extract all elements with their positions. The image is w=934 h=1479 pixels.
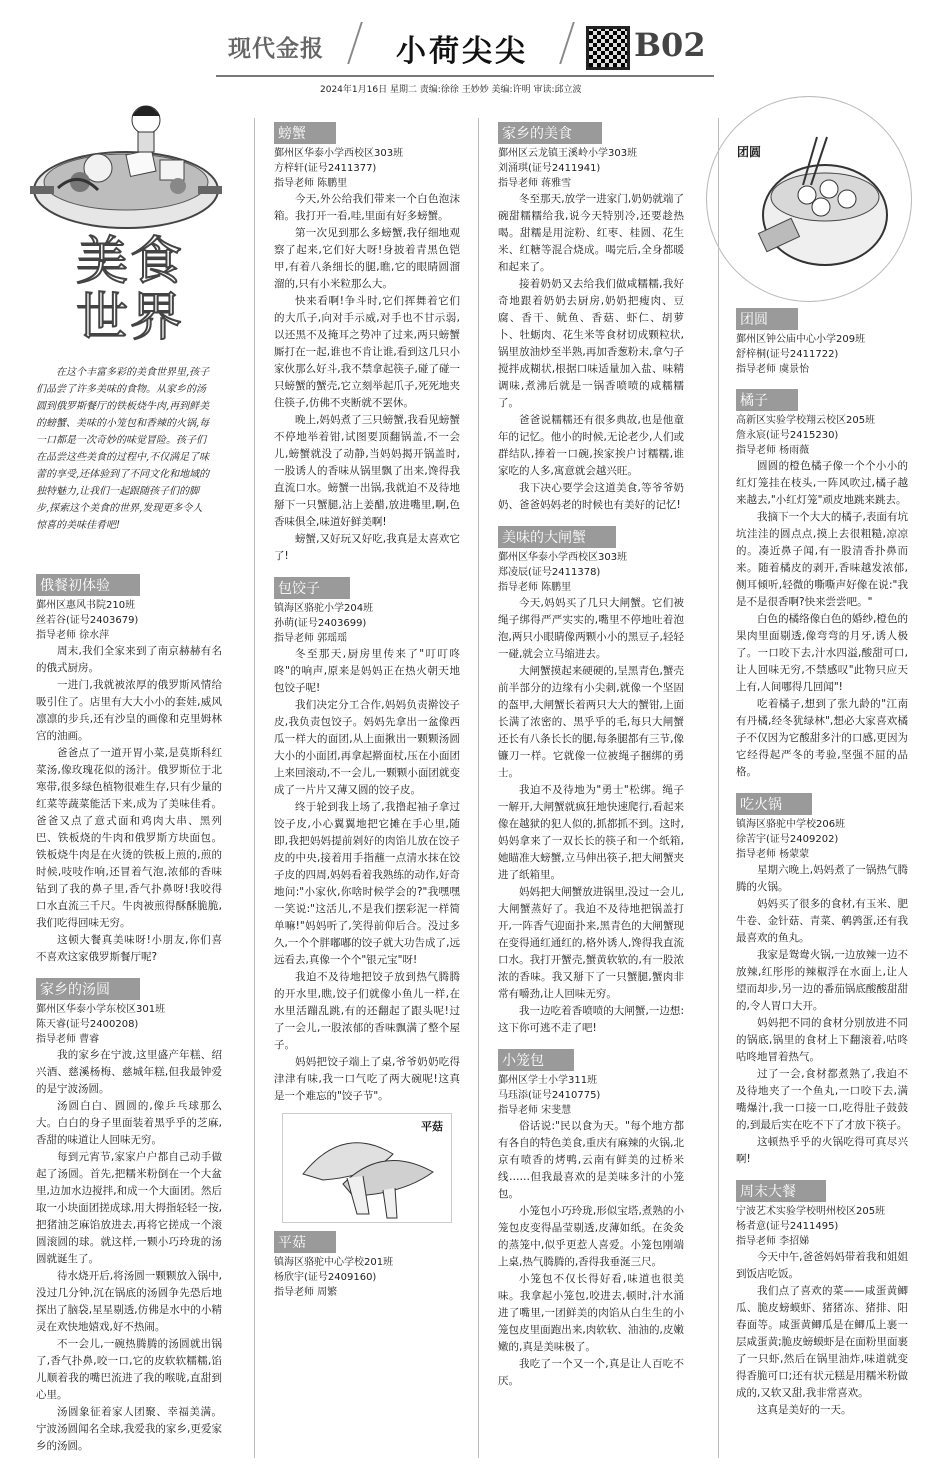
bowl-drawing xyxy=(707,97,913,303)
article-title: 吃火锅 xyxy=(736,793,812,815)
paragraph: 今天,外公给我们带来一个白色泡沫箱。我打开一看,哇,里面有好多螃蟹。 xyxy=(274,193,460,222)
paragraph: 我的家乡在宁波,这里盛产年糕、绍兴酒、慈溪杨梅、慈城年糕,但我最钟爱的是宁波汤圆。 xyxy=(36,1049,222,1095)
article-russian xyxy=(36,570,222,966)
article-title: 家乡的美食 xyxy=(498,122,602,144)
paragraph: 待水烧开后,将汤圆一颗颗放入锅中,没过几分钟,沉在锅底的汤圆争先恐后地探出了脑袋,星星剔透,仿佛是水中的小精灵在欢快地嬉戏,好不热闹。 xyxy=(36,1270,222,1333)
school: 鄞州区学士小学311班 xyxy=(498,1075,598,1086)
student: 郑凌辰(证号2411378) xyxy=(498,567,601,578)
paragraph: 俗话说:"民以食为天。"每个地方都有各自的特色美食,重庆有麻辣的火锅,北京有喷香的烤鸭,云南有鲜美的过桥米线……但我最喜欢的是美味多汁的小笼包。 xyxy=(498,1120,684,1200)
editor-byline: 2024年1月16日 星期二 责编:徐徐 王妙妙 美编:许明 审读:邱立波 xyxy=(320,85,582,95)
student: 方梓轩(证号2411377) xyxy=(274,163,377,174)
school: 宁波艺术实验学校明州校区205班 xyxy=(736,1206,886,1217)
student: 丝若谷(证号2403679) xyxy=(36,615,139,626)
article-title: 团圆 xyxy=(736,308,798,330)
student: 刘涌琪(证号2411941) xyxy=(498,163,601,174)
article-reunion xyxy=(736,304,908,377)
paragraph: 一进门,我就被浓厚的俄罗斯风情给吸引住了。店里有大大小小的套娃,威风凛凛的步兵,还有沙皇的画像和克里姆林宫的油画。 xyxy=(36,679,222,742)
hotpot-illustration xyxy=(28,90,224,240)
qr-code-icon xyxy=(586,26,630,70)
paragraph: 爸爸点了一道开胃小菜,是莫斯科红菜汤,像玫瑰花似的汤汁。俄罗斯位于北寒带,很多绿色植物很难生存,只有少量的红菜等蔬菜能活下来,成为了美味佳肴。爸爸又点了意式面和鸡肉大串、黑列巴、铁板烧的牛肉和俄罗斯方块面包。铁板烧牛肉是在火烫的铁板上煎的,煎的时候,吱吱作响,还冒着气泡,浓郁的香味钻到了我的鼻子里,香气扑鼻呀!我咬得口水直流三千尺。牛肉被煎得酥酥脆脆,我们吃得回味无穷。 xyxy=(36,747,222,929)
paragraph: 冬至那天,放学一进家门,奶奶就端了碗甜糯糯给我,说今天特别冷,还要趁热喝。甜糯是用淀粉、红枣、桂圆、花生米、红糖等混合烧成。喝完后,全身都暖和起来了。 xyxy=(498,193,684,273)
paragraph: 快来看啊!争斗时,它们挥舞着它们的大爪子,向对手示威,对手也不甘示弱,以还黑不及掩耳之势冲了过来,两只螃蟹厮打在一起,谁也不肯让谁,看到这几只小家伙那么好斗,我不禁拿起筷子,碰了碰一只螃蟹的蟹壳,它立刻举起爪子,死死地夹住筷子,仿佛不夹断就不罢休。 xyxy=(274,295,460,409)
teacher: 指导老师 徐水萍 xyxy=(36,630,110,641)
article-title: 小笼包 xyxy=(498,1049,574,1071)
school: 鄞州区云龙镇王溪岭小学303班 xyxy=(498,148,638,159)
column-3 xyxy=(498,118,684,1398)
masthead-rule xyxy=(216,75,714,77)
paragraph: 妈妈把饺子端上了桌,爷爷奶奶吃得津津有味,我一口气吃了两大碗呢!这真是一个难忘的"饺子节"。 xyxy=(274,1056,460,1102)
article-mushroom xyxy=(274,1227,460,1300)
masthead xyxy=(0,0,934,100)
student: 舒梓桐(证号2411722) xyxy=(736,349,839,360)
section-title: 小荷尖尖 xyxy=(396,34,528,69)
paragraph: 晚上,妈妈煮了三只螃蟹,我看见螃蟹不停地举着钳,试图要顶翻锅盖,不一会儿,螃蟹就没了动静,当妈妈揭开锅盖时,一股诱人的香味从锅里飘了出来,馋得我直流口水。螃蟹一出锅,我就迫不及待地掰下一只蟹腿,沾上姜醋,放进嘴里,啊,色香味俱全,味道好鲜美啊! xyxy=(274,414,460,528)
article-xiaolongbao xyxy=(498,1045,684,1390)
school: 镇海区骆驼中学校206班 xyxy=(736,819,846,830)
student: 杨者意(证号2411495) xyxy=(736,1221,839,1232)
student: 孙萌(证号2403699) xyxy=(274,618,367,629)
reunion-illustration xyxy=(706,96,912,302)
feature-title xyxy=(76,234,184,346)
article-weekend xyxy=(736,1176,908,1419)
paragraph: 周末,我们全家来到了南京赫赫有名的俄式厨房。 xyxy=(36,645,222,674)
article-title: 俄餐初体验 xyxy=(36,574,140,596)
mushroom-illustration xyxy=(282,1113,452,1223)
article-title: 家乡的汤圆 xyxy=(36,978,140,1000)
article-dumplings xyxy=(274,573,460,1105)
paragraph: 这真是美好的一天。 xyxy=(757,1404,852,1416)
article-tangyuan xyxy=(36,974,222,1455)
article-crayfish xyxy=(498,522,684,1037)
paragraph: 我们点了喜欢的菜——咸蛋黄鲫瓜、脆皮螃蟆虾、猪猪冻、猪排、阳春面等。咸蛋黄鲫瓜是在鲫瓜上裹一层咸蛋黄;脆皮螃蟆虾是在面粉里面裹了一只虾,然后在锅里油炸,味道就变得香脆可口;还有状元糕是用糯米粉做成的,又软又甜,我非常喜欢。 xyxy=(736,1285,908,1399)
paragraph: 今天中午,爸爸妈妈带着我和姐姐到饭店吃饭。 xyxy=(736,1251,908,1280)
teacher: 指导老师 蒋雅雪 xyxy=(498,178,572,189)
column-2 xyxy=(274,118,460,1308)
paragraph: 汤圆白白、圆圆的,像乒乓球那么大。白白的身子里面装着黑乎乎的芝麻,香甜的味道让人回味无穷。 xyxy=(36,1100,222,1146)
paragraph: 螃蟹,又好玩又好吃,我真是太喜欢它了! xyxy=(274,533,460,562)
school: 鄞州区华泰小学西校区303班 xyxy=(498,552,628,563)
article-orange xyxy=(736,385,908,781)
masthead-divider xyxy=(559,22,575,64)
article-crab xyxy=(274,118,460,565)
paragraph: 妈妈把大闸蟹放进锅里,没过一会儿,大闸蟹蒸好了。我迫不及待地把锅盖打开,一阵香气迎面扑来,黑青色的大闸蟹现在变得通红通红的,格外诱人,馋得我直流口水。我打开蟹壳,蟹黄软软的,有一股浓浓的香味。我又掰下了一只蟹腿,蟹肉非常有嚼劲,让人回味无穷。 xyxy=(498,886,684,1000)
reunion-illustration-caption: 团圆 xyxy=(737,145,762,159)
student: 徐苦宇(证号2409202) xyxy=(736,834,839,845)
paragraph: 汤圆象征着家人团聚、幸福美满。宁波汤圆闻名全球,我爱我的家乡,更爱家乡的汤圆。 xyxy=(36,1406,222,1452)
teacher: 指导老师 周繁 xyxy=(274,1287,338,1298)
school: 鄞州区钟公庙中心小学209班 xyxy=(736,334,866,345)
article-title: 周末大餐 xyxy=(736,1180,826,1202)
student: 詹永宸(证号2415230) xyxy=(736,430,839,441)
school: 镇海区骆驼中心学校201班 xyxy=(274,1257,394,1268)
feature-intro: 在这个丰富多彩的美食世界里,孩子们品尝了许多美味的食物。从家乡的汤圆到俄罗斯餐厅的铁板烧牛肉,再到鲜美的螃蟹、美味的小笼包和香辣的火锅,每一口都是一次奇妙的味觉冒险。孩子们在品尝这些美食的过程中,不仅满足了味蕾的享受,还体验到了不同文化和地域的独特魅力,让我们一起跟随孩子们的脚步,探索这个美食的世界,发现更多令人惊喜的美味佳肴吧! xyxy=(36,367,210,531)
student: 杨欣宇(证号2409160) xyxy=(274,1272,377,1283)
paragraph: 妈妈把不同的食材分别放进不同的锅底,锅里的食材上下翻滚着,咕咚咕咚地冒着热气。 xyxy=(736,1017,908,1063)
paragraph: 爸爸说糯糯还有很多典故,也是他童年的记忆。他小的时候,无论老少,人们或群结队,捧着一口碗,挨家挨户讨糯糯,谁家吃的人多,寓意就会越兴旺。 xyxy=(498,414,684,477)
paragraph: 这顿大餐真美味呀!小朋友,你们喜不喜欢这家俄罗斯餐厅呢? xyxy=(36,934,222,963)
paragraph: 我迫不及待地为"勇士"松绑。绳子一解开,大闸蟹就疯狂地快速爬行,看起来像在越狱的犯人似的,抓都抓不到。这时,妈妈拿来了一双长长的筷子和一个纸箱,她瞄准大螃蟹,立马伸出筷子,把大闸蟹夹进了纸箱里。 xyxy=(498,784,684,881)
paragraph: 圆圆的橙色橘子像一个个小小的红灯笼挂在枝头,一阵风吹过,橘子越来越去,"小红灯笼"顽皮地跳来跳去。 xyxy=(736,460,908,506)
paragraph: 吃着橘子,想到了张九龄的"江南有丹橘,经冬犹绿林",想必大家喜欢橘子不仅因为它酸甜多汁的口感,更因为它经得起严冬的考验,坚强不屈的品格。 xyxy=(736,698,908,778)
paragraph: 小笼包小巧玲珑,形似宝塔,煮熟的小笼包皮变得晶莹剔透,皮薄如纸。在灸灸的蒸笼中,似乎更惹人喜爱。小笼包刚端上桌,热气腾腾的,香得我垂涎三尺。 xyxy=(498,1205,684,1268)
teacher: 指导老师 虞景怡 xyxy=(736,364,810,375)
paragraph: 我下决心要学会这道美食,等爷爷奶奶、爸爸妈妈老的时候也有美好的记忆! xyxy=(498,482,684,511)
column-4 xyxy=(736,304,908,1427)
school: 镇海区骆驼小学204班 xyxy=(274,603,374,614)
article-title: 平菇 xyxy=(274,1231,336,1253)
school: 高新区实验学校翔云校区205班 xyxy=(736,415,876,426)
paragraph: 妈妈买了很多的食材,有玉米、肥牛卷、金针菇、青菜、鹌鹑蛋,还有我最喜欢的鱼丸。 xyxy=(736,898,908,944)
column-divider xyxy=(478,118,479,1458)
school: 鄞州区惠风书院210班 xyxy=(36,600,136,611)
article-title: 美味的大闸蟹 xyxy=(498,526,616,548)
teacher: 指导老师 宋斐慧 xyxy=(498,1105,572,1116)
column-1 xyxy=(36,570,222,1463)
paragraph: 我们决定分工合作,妈妈负责擀饺子皮,我负责包饺子。妈妈先拿出一盆像西瓜一样大的面团,从上面揪出一颗颗汤圆大小的小面团,再拿起擀面杖,压在小面团上来回滚动,不一会儿,一颗颗小面团就变成了一片片又薄又圆的饺子皮。 xyxy=(274,699,460,796)
column-divider xyxy=(254,118,255,1458)
paragraph: 我摘下一个大大的橘子,表面有坑坑洼洼的圆点点,摸上去很粗糙,凉凉的。凑近鼻子闻,有一股清香扑鼻而来。随着橘皮的剥开,香味越发浓郁,侧耳倾听,轻微的嘶嘶声好像在说:"我是不是很香啊?快来尝尝吧。" xyxy=(736,511,908,608)
student: 马珏添(证号2410775) xyxy=(498,1090,601,1101)
paragraph: 过了一会,食材都煮熟了,我迫不及待地夹了一个鱼丸,一口咬下去,满嘴爆汁,我一口接一口,吃得肚子鼓鼓的,到最后实在吃不下了才放下筷子。 xyxy=(736,1068,908,1131)
paragraph: 今天,妈妈买了几只大闸蟹。它们被绳子绑得严严实实的,嘴里不停地吐着泡泡,两只小眼睛像两颗小小的黑豆子,轻轻一碰,就会立马缩进去。 xyxy=(498,597,684,660)
paragraph: 冬至那天,厨房里传来了"叮叮咚咚"的响声,原来是妈妈正在热火朝天地包饺子呢! xyxy=(274,648,460,694)
paragraph: 我家是鸳鸯火锅,一边放辣一边不放辣,红彤彤的辣椒浮在水面上,让人望而却步,另一边的番茄锅底酸酸甜甜的,令人胃口大开。 xyxy=(736,949,908,1012)
article-title: 螃蟹 xyxy=(274,122,336,144)
column-divider xyxy=(718,118,719,1458)
mushroom-illustration-caption: 平菇 xyxy=(421,1120,443,1133)
publication-name: 现代金报 xyxy=(228,35,324,62)
article-title: 橘子 xyxy=(736,389,798,411)
paragraph: 我迫不及待地把饺子放到热气腾腾的开水里,瞧,饺子们就像小鱼儿一样,在水里活蹦乱跳,有的还翻起了跟头呢!过了一会儿,一股浓郁的香味飘满了整个屋子。 xyxy=(274,971,460,1051)
teacher: 指导老师 杨雨薇 xyxy=(736,445,810,456)
teacher: 指导老师 陈鹏里 xyxy=(498,582,572,593)
school: 鄞州区华泰小学西校区303班 xyxy=(274,148,404,159)
paragraph: 大闸蟹摸起来硬硬的,呈黑青色,蟹壳前半部分的边缘有小尖刺,就像一个坚固的盔甲,大闸蟹长着两只大大的蟹钳,上面长满了浓密的、黑乎乎的毛,每只大闸蟹还长有八条长长的腿,每条腿都有三节,像镰刀一样。它就像一位被绳子捆绑的勇士。 xyxy=(498,665,684,779)
student: 陈天睿(证号2400208) xyxy=(36,1019,139,1030)
article-title: 包饺子 xyxy=(274,577,350,599)
paragraph: 星期六晚上,妈妈煮了一锅热气腾腾的火锅。 xyxy=(736,864,908,893)
paragraph: 我吃了一个又一个,真是让人百吃不厌。 xyxy=(498,1358,684,1387)
paragraph: 终于轮到我上场了,我撸起袖子拿过饺子皮,小心翼翼地把它摊在手心里,随即,我把妈妈提前剁好的肉馅儿放在饺子皮的中央,接着用手指蘸一点清水抹在饺子皮的四周,妈妈看着我熟练的动作,好奇地问:"小家伙,你啥时候学会的?"我嘿嘿一笑说:"这活儿,不是我们摆彩泥一样简单嘛!"妈妈听了,笑得前仰后合。没过多久,一个个胖嘟嘟的饺子就大功告成了,远远看去,真像一个个"银元宝"呀! xyxy=(274,801,460,966)
masthead-divider xyxy=(347,22,363,64)
feature-title-line1: 美食 xyxy=(76,232,185,292)
paragraph: 白色的橘络像白色的婚纱,橙色的果肉里面剔透,像弯弯的月牙,诱人极了。一口咬下去,汁水四溢,酸甜可口,让人回味无穷,不禁感叹"此物只应天上有,人间哪得几回闻"! xyxy=(736,613,908,693)
paragraph: 小笼包不仅长得好看,味道也很美味。我拿起小笼包,咬进去,顿时,汁水涌进了嘴里,一团鲜美的肉馅从白生生的小笼包皮里面跑出来,肉软软、油油的,皮嫩嫩的,真是美味极了。 xyxy=(498,1273,684,1353)
teacher: 指导老师 曹睿 xyxy=(36,1034,100,1045)
paragraph: 这顿热乎乎的火锅吃得可真尽兴啊! xyxy=(736,1136,908,1165)
school: 鄞州区华泰小学东校区301班 xyxy=(36,1004,166,1015)
teacher: 指导老师 杨蒙蒙 xyxy=(736,849,810,860)
paragraph: 不一会儿,一碗热腾腾的汤圆就出锅了,香气扑鼻,咬一口,它的皮软软糯糯,馅儿顺着我的嘴巴流进了我的喉咙,直甜到心里。 xyxy=(36,1338,222,1401)
paragraph: 每到元宵节,家家户户都自己动手做起了汤圆。首先,把糯米粉倒在一个大盆里,边加水边搅拌,和成一个大面团。然后取一小块面团搓成球,用大拇指轻轻一按,把猪油芝麻馅放进去,再将它搓成一个滚圆滚圆的球。就这样,一颗小巧玲珑的汤圆就诞生了。 xyxy=(36,1151,222,1265)
article-hometown xyxy=(498,118,684,514)
paragraph: 第一次见到那么多螃蟹,我仔细地观察了起来,它们好大呀!身披着青黑色铠甲,有着八条细长的腿,瞧,它的眼睛圆溜溜的,只有小米粒那么大。 xyxy=(274,227,460,290)
teacher: 指导老师 李招娣 xyxy=(736,1236,810,1247)
teacher: 指导老师 郭瑶瑶 xyxy=(274,633,348,644)
feature-title-line2: 世界 xyxy=(76,288,185,348)
page-number: B02 xyxy=(634,26,706,64)
teacher: 指导老师 陈鹏里 xyxy=(274,178,348,189)
paragraph: 我一边吃着香喷喷的大闸蟹,一边想:这下你可逃不走了吧! xyxy=(498,1005,684,1034)
paragraph: 接着奶奶又去给我们做咸糯糯,我好奇地跟着奶奶去厨房,奶奶把瘦肉、豆腐、香干、鱿鱼、香菇、虾仁、胡萝卜、牡蛎肉、花生米等食材切成颗粒状,锅里放油炒至半熟,再加香葱粉末,拿勺子搅拌成糊状,根据口味适量加入盐、味精调味,煮沸后就是一锅香喷喷的咸糯糯了。 xyxy=(498,278,684,409)
article-hotpot xyxy=(736,789,908,1168)
